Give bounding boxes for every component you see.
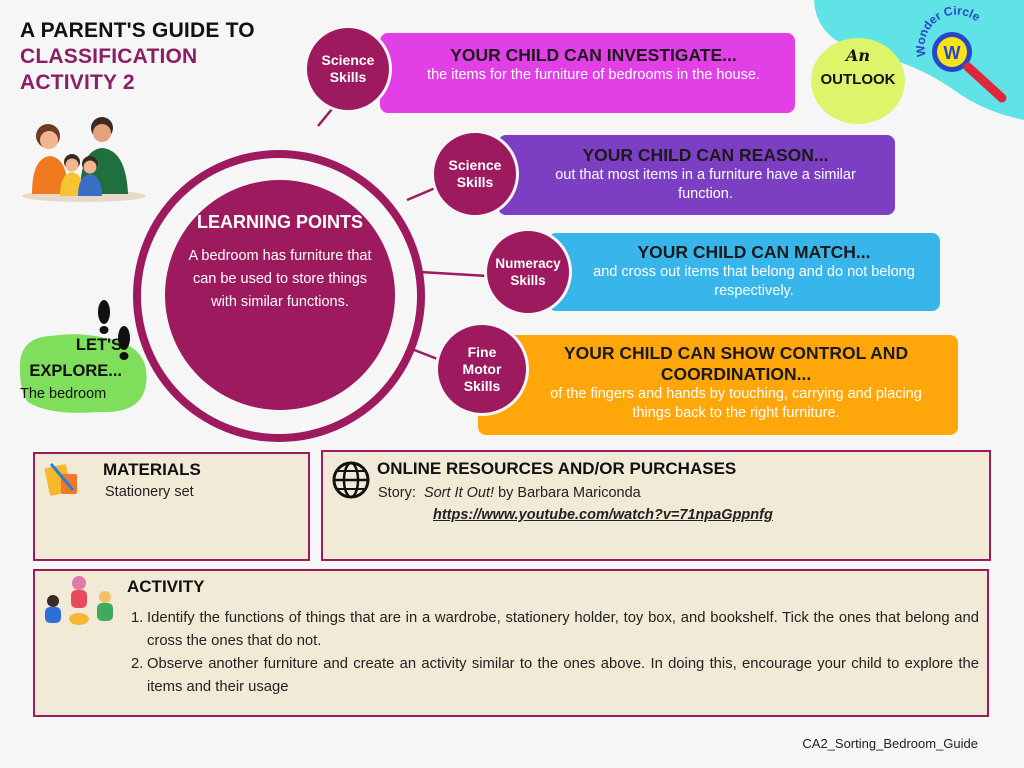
page-title [20, 18, 255, 96]
materials-text: Stationery set [105, 484, 194, 500]
learning-points-body: A bedroom has furniture that can be used to store things with similar functions. [188, 248, 372, 310]
resources-heading: ONLINE RESOURCES AND/OR PURCHASES [377, 459, 737, 478]
resources-panel [321, 450, 991, 561]
skill-box-reason [498, 135, 895, 215]
skill-desc: out that most items in a furniture have a similar function. [555, 167, 856, 202]
skill-circle-fine-motor [435, 322, 529, 416]
title-line-2: CLASSIFICATION [20, 45, 198, 68]
explore-title: LET'S EXPLORE... [29, 336, 122, 380]
skill-desc: of the fingers and hands by touching, carrying and placing things back to the right furniture. [550, 386, 922, 421]
skill-desc: the items for the furniture of bedrooms in the house. [427, 67, 760, 83]
skill-circle-line-2: Skills [329, 69, 367, 85]
skill-heading: YOUR CHILD CAN SHOW CONTROL AND COORDINATION... [563, 343, 909, 384]
activity-num: 2. [131, 656, 144, 672]
story-author: by Barbara Mariconda [498, 485, 641, 501]
materials-heading: MATERIALS [103, 460, 201, 479]
skill-circle-science-2 [431, 130, 519, 218]
children-playing-icon [39, 573, 119, 633]
outlook-badge [811, 38, 905, 124]
title-line-1: A PARENT'S GUIDE TO [20, 19, 255, 42]
activity-panel [33, 569, 989, 717]
story-title: Sort It Out! [423, 485, 495, 501]
stationery-icon [43, 460, 83, 500]
activity-num: 1. [131, 610, 144, 626]
family-illustration [14, 104, 154, 204]
skill-box-control [478, 335, 958, 435]
activity-text: Identify the functions of things that are in a wardrobe, stationery holder, toy box, and bookshelf. Tick the ones that belong and cross the ones that do not. [147, 610, 979, 649]
skill-circle-numeracy [484, 228, 572, 316]
wonder-circle-logo [906, 0, 1016, 104]
logo-text: Wonder Circle [913, 3, 983, 58]
materials-panel [33, 452, 310, 561]
skill-heading: YOUR CHILD CAN INVESTIGATE... [450, 45, 737, 65]
skill-circle-line-1: Science [448, 157, 502, 173]
skill-circle-line-2: Skills [510, 273, 546, 288]
outlook-label: OUTLOOK [820, 71, 896, 88]
outlook-an: An [845, 46, 871, 65]
skill-circle-science-1 [304, 25, 392, 113]
skill-circle-line-1: Numeracy [495, 256, 561, 271]
story-link[interactable]: https://www.youtube.com/watch?v=71npaGppnfg [433, 507, 773, 523]
skill-circle-line-1: Science [321, 52, 375, 68]
activity-item [131, 653, 979, 699]
title-line-3: ACTIVITY 2 [20, 71, 135, 94]
skill-circle-line-2: Skills [456, 174, 494, 190]
skill-heading: YOUR CHILD CAN REASON... [582, 145, 829, 165]
explore-subtitle: The bedroom [20, 386, 107, 402]
story-label: Story: [378, 485, 416, 501]
learning-points-title: LEARNING POINTS [196, 212, 363, 232]
skill-circle-line-1: Fine Motor [462, 343, 502, 377]
skill-desc: and cross out items that belong and do not belong respectively. [593, 264, 915, 299]
skill-heading: YOUR CHILD CAN MATCH... [637, 242, 871, 262]
activity-text: Observe another furniture and create an activity similar to the ones above. In doing this, encourage your child to explore the items and their usage [147, 656, 979, 695]
skill-box-match [548, 233, 940, 311]
skill-circle-line-2: Skills [463, 377, 501, 394]
activity-list [131, 607, 979, 699]
skill-box-investigate [380, 33, 795, 113]
resources-story [378, 485, 641, 501]
logo-letter: W [943, 43, 961, 63]
footer-code: CA2_Sorting_Bedroom_Guide [802, 736, 978, 751]
globe-icon [331, 460, 371, 500]
learning-points-circle [165, 180, 395, 410]
activity-item [131, 607, 979, 653]
activity-heading: ACTIVITY [127, 577, 205, 596]
